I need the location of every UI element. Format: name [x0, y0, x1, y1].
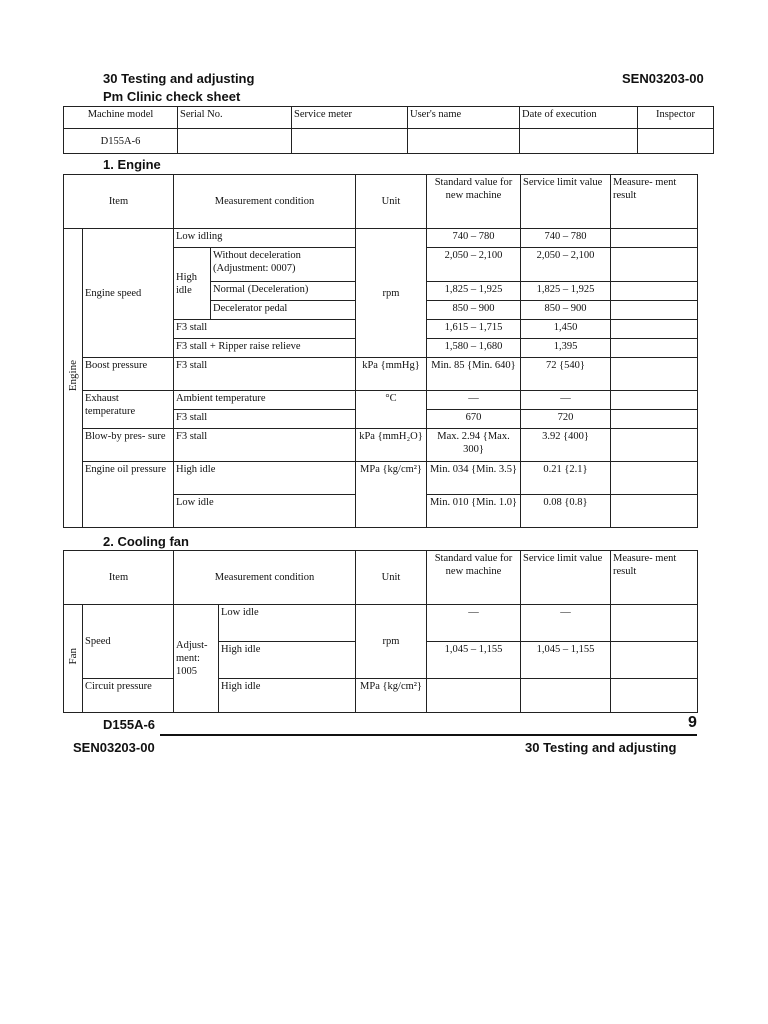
- f3-ripper-limit: 1,395: [521, 339, 611, 358]
- high-idle-label: High idle: [174, 248, 211, 320]
- header-service-meter: Service meter: [292, 107, 408, 129]
- blow-by-pressure-result: [611, 429, 698, 462]
- oil-high-idle-result: [611, 462, 698, 495]
- engine-check-table: [63, 174, 698, 528]
- fan-col-condition: Measurement condition: [174, 551, 356, 605]
- engine-oil-pressure-label: Engine oil pressure: [83, 462, 174, 528]
- engine-col-condition: Measurement condition: [174, 175, 356, 229]
- f3-stall-result: [611, 320, 698, 339]
- fan-col-item: Item: [64, 551, 174, 605]
- fan-low-idle-standard: —: [427, 605, 521, 642]
- f3-stall-standard: 1,615 – 1,715: [427, 320, 521, 339]
- engine-col-limit: Service limit value: [521, 175, 611, 229]
- fan-high-idle-standard: 1,045 – 1,155: [427, 642, 521, 679]
- header-users-name: User's name: [408, 107, 520, 129]
- fan-low-idle-condition: Low idle: [219, 605, 356, 642]
- footer-model: D155A-6: [103, 717, 156, 732]
- value-machine-model: D155A-6: [64, 129, 178, 154]
- without-deceleration-standard: 2,050 – 2,100: [427, 248, 521, 282]
- exhaust-f3-stall-standard: 670: [427, 410, 521, 429]
- ambient-temperature-condition: Ambient temperature: [174, 391, 356, 410]
- circuit-pressure-limit: [521, 679, 611, 713]
- boost-pressure-standard: Min. 85 {Min. 640}: [427, 358, 521, 391]
- boost-pressure-condition: F3 stall: [174, 358, 356, 391]
- value-inspector: [638, 129, 714, 154]
- f3-stall-condition: F3 stall: [174, 320, 356, 339]
- header-date-of-execution: Date of execution: [520, 107, 638, 129]
- fan-speed-label: Speed: [83, 605, 174, 679]
- boost-pressure-limit: 72 {540}: [521, 358, 611, 391]
- low-idling-limit: 740 – 780: [521, 229, 611, 248]
- engine-speed-label: Engine speed: [83, 229, 174, 358]
- cooling-fan-section-label: 2. Cooling fan: [103, 534, 189, 549]
- value-date-of-execution: [520, 129, 638, 154]
- without-deceleration-condition: Without deceleration (Adjustment: 0007): [211, 248, 356, 282]
- engine-col-standard: Standard value for new machine: [427, 175, 521, 229]
- exhaust-temperature-unit: °C: [356, 391, 427, 429]
- f3-ripper-result: [611, 339, 698, 358]
- circuit-pressure-label: Circuit pressure: [83, 679, 174, 713]
- engine-col-item: Item: [64, 175, 174, 229]
- page-number: 9: [688, 714, 697, 731]
- value-service-meter: [292, 129, 408, 154]
- low-idling-condition: Low idling: [174, 229, 356, 248]
- normal-deceleration-limit: 1,825 – 1,925: [521, 282, 611, 301]
- f3-ripper-standard: 1,580 – 1,680: [427, 339, 521, 358]
- footer-section-title: 30 Testing and adjusting: [525, 740, 677, 755]
- ambient-temperature-result: [611, 391, 698, 410]
- fan-low-idle-limit: —: [521, 605, 611, 642]
- oil-low-idle-limit: 0.08 {0.8}: [521, 495, 611, 528]
- oil-low-idle-condition: Low idle: [174, 495, 356, 528]
- oil-low-idle-result: [611, 495, 698, 528]
- fan-group-label: Fan: [64, 605, 83, 713]
- header-serial-no: Serial No.: [178, 107, 292, 129]
- engine-section-label: 1. Engine: [103, 157, 161, 172]
- exhaust-f3-stall-condition: F3 stall: [174, 410, 356, 429]
- fan-high-idle-result: [611, 642, 698, 679]
- fan-col-result: Measure- ment result: [611, 551, 698, 605]
- engine-speed-unit: rpm: [356, 229, 427, 358]
- f3-ripper-condition: F3 stall + Ripper raise relieve: [174, 339, 356, 358]
- blow-by-pressure-unit: kPa {mmH₂O}: [356, 429, 427, 462]
- fan-high-idle-limit: 1,045 – 1,155: [521, 642, 611, 679]
- exhaust-temperature-label: Exhaust temperature: [83, 391, 174, 429]
- fan-high-idle-condition: High idle: [219, 642, 356, 679]
- cooling-fan-check-table: [63, 550, 698, 713]
- blow-by-pressure-standard: Max. 2.94 {Max. 300}: [427, 429, 521, 462]
- machine-info-table: [63, 106, 714, 154]
- fan-col-limit: Service limit value: [521, 551, 611, 605]
- fan-low-idle-result: [611, 605, 698, 642]
- fan-adjustment-label: Adjust- ment: 1005: [174, 605, 219, 713]
- fan-col-standard: Standard value for new machine: [427, 551, 521, 605]
- circuit-pressure-condition: High idle: [219, 679, 356, 713]
- engine-group-label: Engine: [64, 229, 83, 528]
- f3-stall-limit: 1,450: [521, 320, 611, 339]
- value-users-name: [408, 129, 520, 154]
- low-idling-standard: 740 – 780: [427, 229, 521, 248]
- oil-high-idle-condition: High idle: [174, 462, 356, 495]
- blow-by-pressure-limit: 3.92 {400}: [521, 429, 611, 462]
- engine-col-result: Measure- ment result: [611, 175, 698, 229]
- section-title: 30 Testing and adjusting: [103, 71, 255, 86]
- without-deceleration-limit: 2,050 – 2,100: [521, 248, 611, 282]
- boost-pressure-unit: kPa {mmHg}: [356, 358, 427, 391]
- sheet-title: Pm Clinic check sheet: [103, 89, 241, 104]
- boost-pressure-label: Boost pressure: [83, 358, 174, 391]
- header-inspector: Inspector: [638, 107, 714, 129]
- header-machine-model: Machine model: [64, 107, 178, 129]
- document-code: SEN03203-00: [622, 71, 704, 86]
- exhaust-f3-stall-result: [611, 410, 698, 429]
- low-idling-result: [611, 229, 698, 248]
- exhaust-f3-stall-limit: 720: [521, 410, 611, 429]
- circuit-pressure-unit: MPa {kg/cm²}: [356, 679, 427, 713]
- engine-oil-pressure-unit: MPa {kg/cm²}: [356, 462, 427, 528]
- decelerator-pedal-limit: 850 – 900: [521, 301, 611, 320]
- boost-pressure-result: [611, 358, 698, 391]
- without-deceleration-result: [611, 248, 698, 282]
- oil-high-idle-standard: Min. 034 {Min. 3.5}: [427, 462, 521, 495]
- normal-deceleration-standard: 1,825 – 1,925: [427, 282, 521, 301]
- ambient-temperature-standard: —: [427, 391, 521, 410]
- footer-rule: [160, 734, 697, 736]
- ambient-temperature-limit: —: [521, 391, 611, 410]
- oil-low-idle-standard: Min. 010 {Min. 1.0}: [427, 495, 521, 528]
- fan-col-unit: Unit: [356, 551, 427, 605]
- blow-by-pressure-label: Blow-by pres- sure: [83, 429, 174, 462]
- normal-deceleration-result: [611, 282, 698, 301]
- circuit-pressure-standard: [427, 679, 521, 713]
- decelerator-pedal-condition: Decelerator pedal: [211, 301, 356, 320]
- decelerator-pedal-result: [611, 301, 698, 320]
- decelerator-pedal-standard: 850 – 900: [427, 301, 521, 320]
- footer-document-code: SEN03203-00: [73, 740, 155, 755]
- circuit-pressure-result: [611, 679, 698, 713]
- blow-by-pressure-condition: F3 stall: [174, 429, 356, 462]
- value-serial-no: [178, 129, 292, 154]
- oil-high-idle-limit: 0.21 {2.1}: [521, 462, 611, 495]
- fan-speed-unit: rpm: [356, 605, 427, 679]
- engine-col-unit: Unit: [356, 175, 427, 229]
- normal-deceleration-condition: Normal (Deceleration): [211, 282, 356, 301]
